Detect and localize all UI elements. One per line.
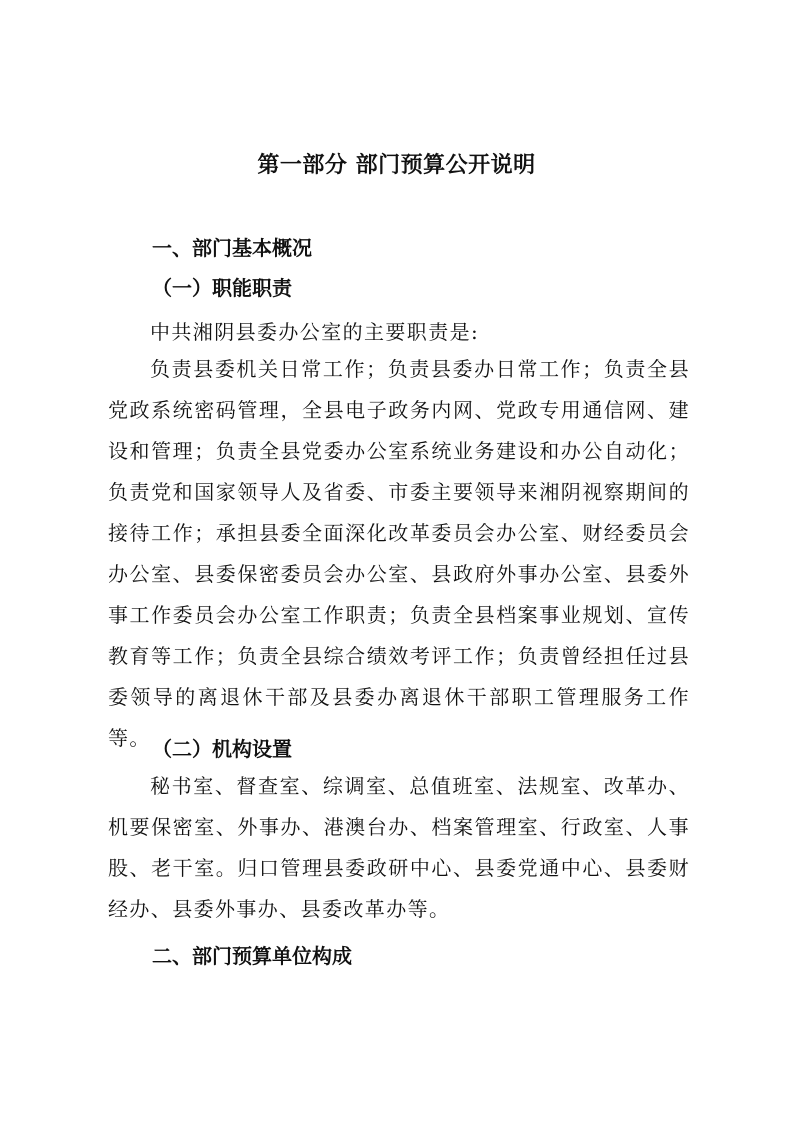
subsection-heading-organization: （二）机构设置 <box>152 737 292 761</box>
functions-intro: 中共湘阴县委办公室的主要职责是: <box>150 320 480 344</box>
page-title: 第一部分 部门预算公开说明 <box>257 152 536 178</box>
section-heading-budget-units: 二、部门预算单位构成 <box>152 944 352 968</box>
subsection-heading-functions: （一）职能职责 <box>152 276 292 300</box>
section-heading-basic-overview: 一、部门基本概况 <box>152 236 312 260</box>
organization-body: 秘书室、督查室、综调室、总值班室、法规室、改革办、机要保密室、外事办、港澳台办、档案管理室、行政室、人事股、老干室。归口管理县委政研中心、县委党通中心、县委财经办、县委外事办、县委改革办等。 <box>108 774 690 921</box>
functions-body: 负责县委机关日常工作；负责县委办日常工作；负责全县党政系统密码管理，全县电子政务内网、党政专用通信网、建设和管理；负责全县党委办公室系统业务建设和办公自动化；负责党和国家领导人及省委、市委主要领导来湘阴视察期间的接待工作；承担县委全面深化改革委员会办公室、财经委员会办公室、县委保密委员会办公室、县政府外事办公室、县委外事工作委员会办公室工作职责；负责全县档案事业规划、宣传教育等工作；负责全县综合绩效考评工作；负责曾经担任过县委领导的离退休干部及县委办离退休干部职工管理服务工作等。 <box>108 357 690 750</box>
